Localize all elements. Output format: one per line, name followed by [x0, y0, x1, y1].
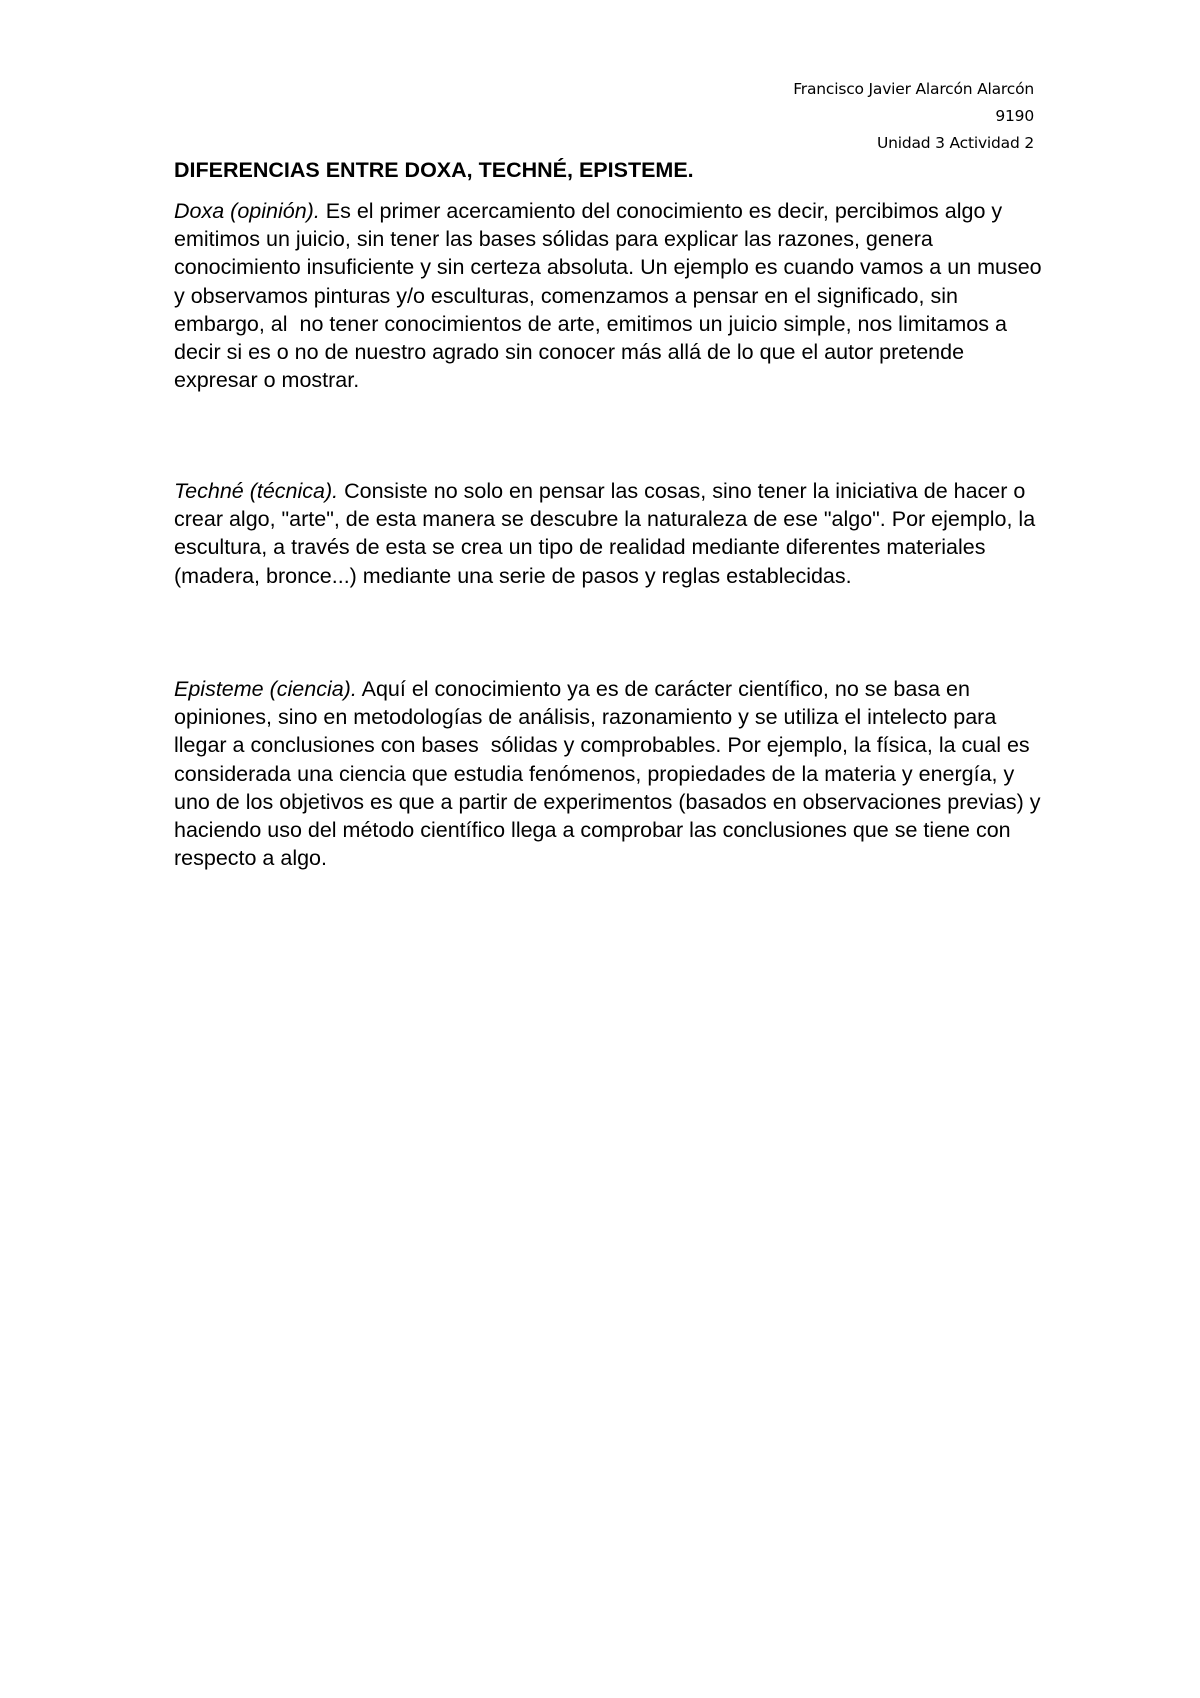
document-title: DIFERENCIAS ENTRE DOXA, TECHNÉ, EPISTEME.	[174, 158, 694, 182]
author-name: Francisco Javier Alarcón Alarcón	[793, 80, 1034, 98]
term-episteme: Episteme (ciencia).	[174, 677, 357, 701]
paragraph-techne	[174, 477, 1050, 590]
term-doxa: Doxa (opinión).	[174, 199, 320, 223]
student-id: 9190	[995, 107, 1034, 125]
body-doxa: Es el primer acercamiento del conocimiento es decir, percibimos algo y emitimos un juicio, sin tener las bases sólidas para explicar las razones, genera conocimiento insuficiente y sin certeza absoluta. Un ejemplo es cuando vamos a un museo y observamos pinturas y/o esculturas, comenzamos a pensar en el significado, sin embargo, al no tener conocimientos de arte, emitimos un juicio simple, nos limitamos a decir si es o no de nuestro agrado sin conocer más allá de lo que el autor pretende expresar o mostrar.	[174, 199, 1048, 393]
paragraph-doxa	[174, 197, 1050, 394]
assignment-label: Unidad 3 Actividad 2	[876, 134, 1034, 152]
body-techne: Consiste no solo en pensar las cosas, sino tener la iniciativa de hacer o crear algo, "arte", de esta manera se descubre la naturaleza de ese "algo". Por ejemplo, la escultura, a través de esta se crea un tipo de realidad mediante diferentes materiales (madera, bronce...) mediante una serie de pasos y reglas establecidas.	[174, 479, 1042, 588]
body-episteme: Aquí el conocimiento ya es de carácter científico, no se basa en opiniones, sino en metodologías de análisis, razonamiento y se utiliza el intelecto para llegar a conclusiones con bases sólidas y comprobables. Por ejemplo, la física, la cual es considerada una ciencia que estudia fenómenos, propiedades de la materia y energía, y uno de los objetivos es que a partir de experimentos (basados en observaciones previas) y haciendo uso del método científico llega a comprobar las conclusiones que se tiene con respecto a algo.	[174, 677, 1047, 871]
paragraph-episteme	[174, 675, 1050, 872]
term-techne: Techné (técnica).	[174, 479, 339, 503]
document-header	[634, 76, 1034, 157]
